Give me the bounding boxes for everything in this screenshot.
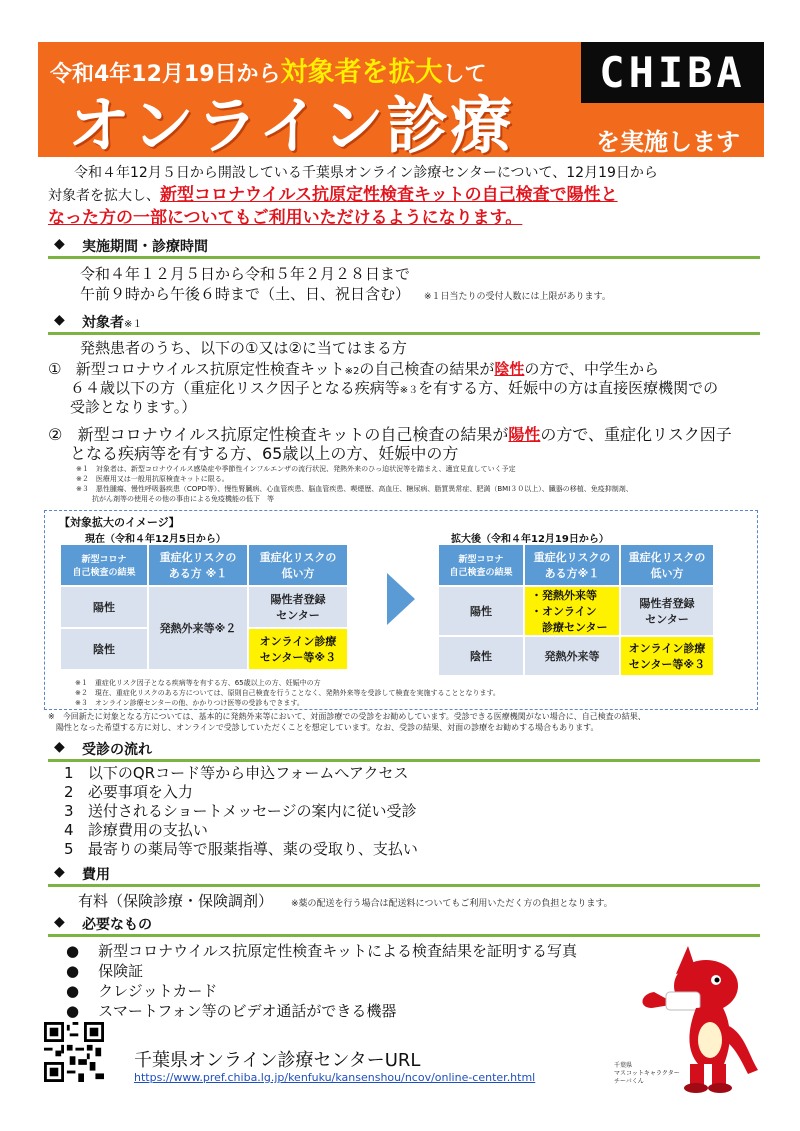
required-item: ● スマートフォン等のビデオ通話ができる機器 <box>66 1002 397 1020</box>
after-title: 拡大後（令和４年12月19日から） <box>451 534 609 545</box>
target-item-1: ① 新型コロナウイルス抗原定性検査キット※2の自己検査の結果が陰性の方で、中学生から <box>48 360 660 378</box>
section-required <box>48 912 760 937</box>
flow-step: 5 最寄りの薬局等で服薬指導、薬の受取り、支払い <box>64 840 418 858</box>
flow-step: 1 以下のQRコード等から申込フォームへアクセス <box>64 764 409 782</box>
section-period <box>48 234 760 259</box>
header-title: オンライン診療 <box>68 89 515 162</box>
required-item: ● 保険証 <box>66 962 144 980</box>
image-title: 【対象拡大のイメージ】 <box>59 516 180 529</box>
image-note-1: ※１ 重症化リスク因子となる疾病等を有する方、65歳以上の方、妊娠中の方 <box>75 679 321 687</box>
required-item: ● クレジットカード <box>66 982 218 1000</box>
footnote-1: ※１ 対象者は、新型コロナウイルス感染症や季節性インフルエンザの流行状況、発熱外来のひっ迫状況等を踏まえ、適宜見直していく予定 <box>76 465 516 473</box>
footnote-2: ※２ 医療用又は一般用抗原検査キットに限る。 <box>76 475 229 483</box>
flow-step: 3 送付されるショートメッセージの案内に従い受診 <box>64 802 417 820</box>
general-note-1: ※ 今回新たに対象となる方については、基本的に発熱外来等において、対面診療での受診をお勧めしています。受診できる医療機関がない場合に、自己検査の結果、 <box>48 712 646 721</box>
section-flow <box>48 737 760 762</box>
target-item-1-l2: ６４歳以下の方（重症化リスク因子となる疾病等※３を有する方、妊娠中の方は直接医療機関での <box>70 379 719 397</box>
intro-emphasis: 新型コロナウイルス抗原定性検査キットの自己検査で陽性と <box>160 185 618 205</box>
target-lead: 発熱患者のうち、以下の①又は②に当てはまる方 <box>80 339 407 357</box>
intro-line1: 令和４年12月５日から開設している千葉県オンライン診療センターについて、12月19日から <box>74 165 658 181</box>
image-note-3: ※３ オンライン診療センターの他、かかりつけ医等の受診もできます。 <box>75 699 304 707</box>
image-note-2: ※２ 現在、重症化リスクのある方については、原則自己検査を行うことなく、発熱外来等を受診して検査を実施することとなります。 <box>75 689 500 697</box>
flow-step: 4 診療費用の支払い <box>64 821 208 839</box>
section-title: 対象者※１ <box>82 315 143 331</box>
footnote-3: ※３ 悪性腫瘍、慢性呼吸器疾患（COPD等）、慢性腎臓病、心血管疾患、脳血管疾患、喫煙歴、高血圧、糖尿病、脂質異常症、肥満（BMI３０以上）、臓器の移植、免疫抑制剤、 <box>76 485 633 493</box>
expansion-image <box>44 510 758 710</box>
header-tail: を実施します <box>596 128 740 156</box>
section-target <box>48 310 760 335</box>
section-title: 受診の流れ <box>82 742 152 758</box>
section-title: 費用 <box>82 867 110 883</box>
after-table: 新型コロナ 自己検査の結果 重症化リスクの ある方※１ 重症化リスクの 低い方 陽性 ・発熱外来等 ・オンライン 診療センター 陽性者登録 センター 陰性 発熱外来等 オンライン診療 センター等※３ <box>437 543 715 677</box>
before-table: 新型コロナ 自己検査の結果 重症化リスクの ある方 ※１ 重症化リスクの 低い方 陽性 発熱外来等※２ 陽性者登録 センター 陰性 オンライン診療 センター等※３ <box>59 543 349 671</box>
cost-text: 有料（保険診療・保険調剤） ※薬の配送を行う場合は配送料についてもご利用いただく方の負担となります。 <box>78 892 613 910</box>
period-hours: 午前９時から午後６時まで（土、日、祝日含む） ※１日当たりの受付人数には上限があります。 <box>80 285 611 303</box>
chiba-logo: CHIBA <box>581 42 764 103</box>
header-highlight: 対象者を拡大 <box>280 57 443 88</box>
general-note-2: 陽性となった希望する方に対し、オンラインで受診していただくことを想定しています。なお、受診の結果、対面の診療をお勧めする場合もあります。 <box>56 723 599 732</box>
diamond-icon: ◆ <box>54 312 65 328</box>
footer-title: 千葉県オンライン診療センターURL <box>134 1050 421 1071</box>
center-url-link[interactable]: https://www.pref.chiba.lg.jp/kenfuku/kansenshou/ncov/online-center.html <box>134 1071 536 1084</box>
flow-step: 2 必要事項を入力 <box>64 783 193 801</box>
target-item-2: ② 新型コロナウイルス抗原定性検査キットの自己検査の結果が陽性の方で、重症化リスク因子 <box>48 425 732 444</box>
required-item: ● 新型コロナウイルス抗原定性検査キットによる検査結果を証明する写真 <box>66 942 577 960</box>
diamond-icon: ◆ <box>54 864 65 880</box>
target-item-2-l2: となる疾病等を有する方、65歳以上の方、妊娠中の方 <box>70 444 459 463</box>
target-item-1-l3: 受診となります。） <box>70 398 197 416</box>
diamond-icon: ◆ <box>54 236 65 252</box>
before-title: 現在（令和４年12月5日から） <box>85 534 226 545</box>
period-dates: 令和４年１２月５日から令和５年２月２８日まで <box>80 265 411 283</box>
footnote-4: 抗がん剤等の使用その他の事由による免疫機能の低下 等 <box>92 495 274 503</box>
header-line1: 令和4年12月19日から対象者を拡大して <box>50 57 487 88</box>
section-title: 必要なもの <box>82 917 152 933</box>
mascot-caption: 千葉県 マスコットキャラクター チーバくん <box>614 1062 680 1085</box>
section-cost <box>48 862 760 887</box>
diamond-icon: ◆ <box>54 914 65 930</box>
diamond-icon: ◆ <box>54 739 65 755</box>
section-title: 実施期間・診療時間 <box>82 239 208 255</box>
intro-emphasis-2: なった方の一部についてもご利用いただけるようになります。 <box>48 208 523 228</box>
qr-code[interactable] <box>44 1022 104 1082</box>
intro: 令和４年12月５日から開設している千葉県オンライン診療センターについて、12月19日から 対象者を拡大し、新型コロナウイルス抗原定性検査キットの自己検査で陽性と なった方の一部についてもご利用いただけるようになります。 <box>48 162 763 229</box>
arrow-right-icon <box>387 573 415 629</box>
